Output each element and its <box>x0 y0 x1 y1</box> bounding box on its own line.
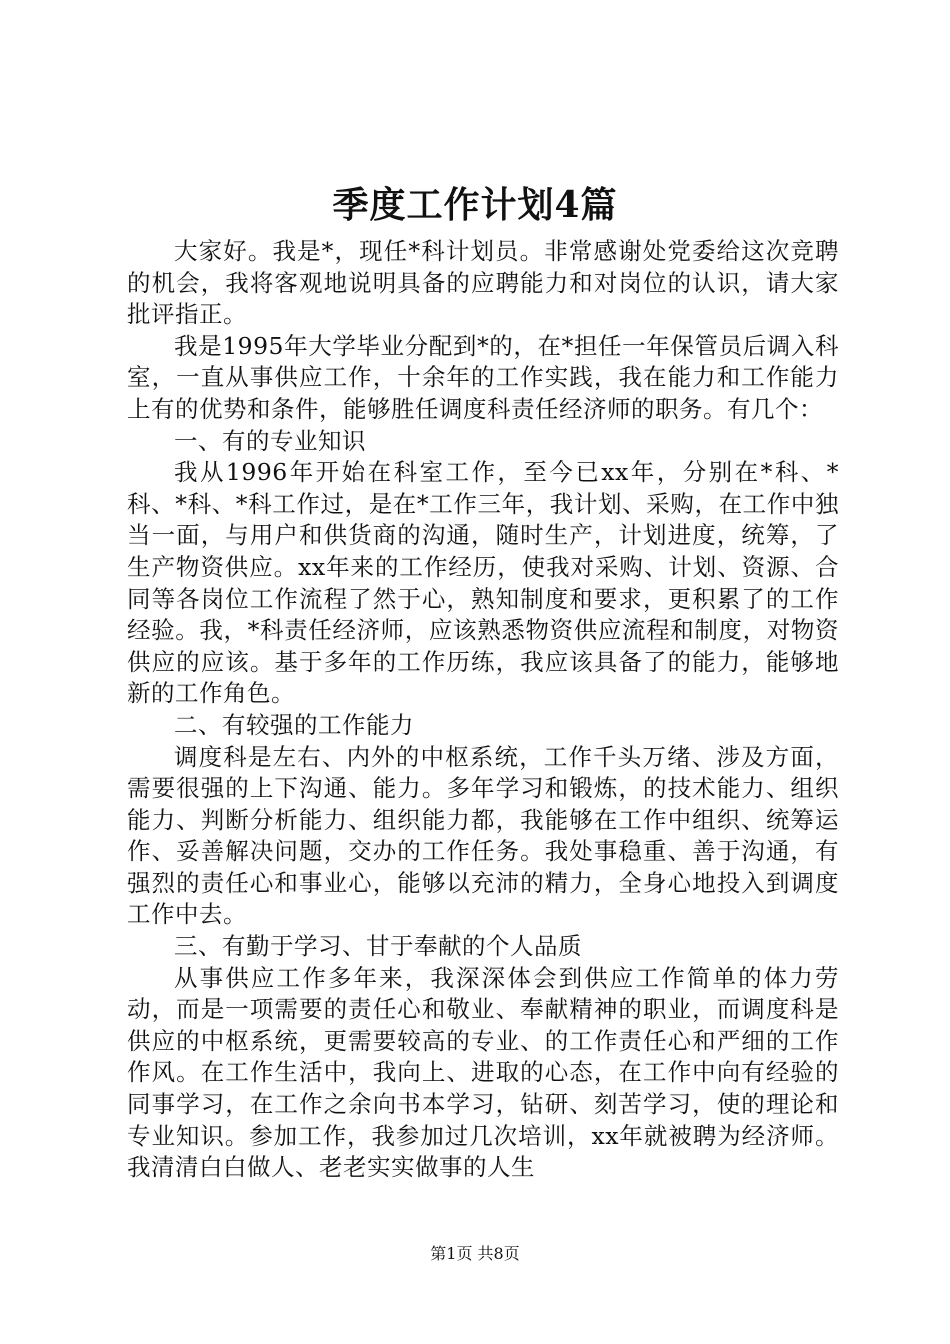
paragraph-greeting: 大家好。我是*，现任*科计划员。非常感谢处党委给这次竞聘的机会，我将客观地说明具备的应聘能力和对岗位的认识，请大家批评指正。 <box>127 237 839 329</box>
section-heading-2: 二、有较强的工作能力 <box>174 710 414 739</box>
paragraph-knowledge: 我从1996年开始在科室工作，至今已xx年，分别在*科、*科、*科、*科工作过，是在*工作三年，我计划、采购，在工作中独当一面，与用户和供货商的沟通，随时生产，计划进度，统筹，了生产物资供应。xx年来的工作经历，使我对采购、计划、资源、合同等各岗位工作流程了然于心，熟知制度和要求，更积累了的工作经验。我，*科责任经济师，应该熟悉物资供应流程和制度，对物资供应的应该。基于多年的工作历练，我应该具备了的能力，能够地新的工作角色。 <box>127 458 839 708</box>
document-body <box>127 236 839 1184</box>
page-number-footer: 第1页 共8页 <box>430 1244 520 1263</box>
paragraph-quality: 从事供应工作多年来，我深深体会到供应工作简单的体力劳动，而是一项需要的责任心和敬业、奉献精神的职业，而调度科是供应的中枢系统，更需要较高的专业、的工作责任心和严细的工作作风。在工作生活中，我向上、进取的心态，在工作中向有经验的同事学习，在工作之余向书本学习，钻研、刻苦学习，使的理论和专业知识。参加工作，我参加过几次培训，xx年就被聘为经济师。我清清白白做人、老老实实做事的人生 <box>127 963 839 1182</box>
paragraph-background: 我是1995年大学毕业分配到*的，在*担任一年保管员后调入科室，一直从事供应工作，十余年的工作实践，我在能力和工作能力上有的优势和条件，能够胜任调度科责任经济师的职务。有几个： <box>127 331 839 423</box>
section-heading-3: 三、有勤于学习、甘于奉献的个人品质 <box>174 932 582 961</box>
document-title: 季度工作计划4篇 <box>332 184 618 226</box>
section-heading-1: 一、有的专业知识 <box>174 426 366 455</box>
paragraph-ability: 调度科是左右、内外的中枢系统，工作千头万绪、涉及方面，需要很强的上下沟通、能力。多年学习和锻炼，的技术能力、组织能力、判断分析能力、组织能力都，我能够在工作中组织、统筹运作、妥善解决问题，交办的工作任务。我处事稳重、善于沟通，有强烈的责任心和事业心，能够以充沛的精力，全身心地投入到调度工作中去。 <box>127 742 839 929</box>
